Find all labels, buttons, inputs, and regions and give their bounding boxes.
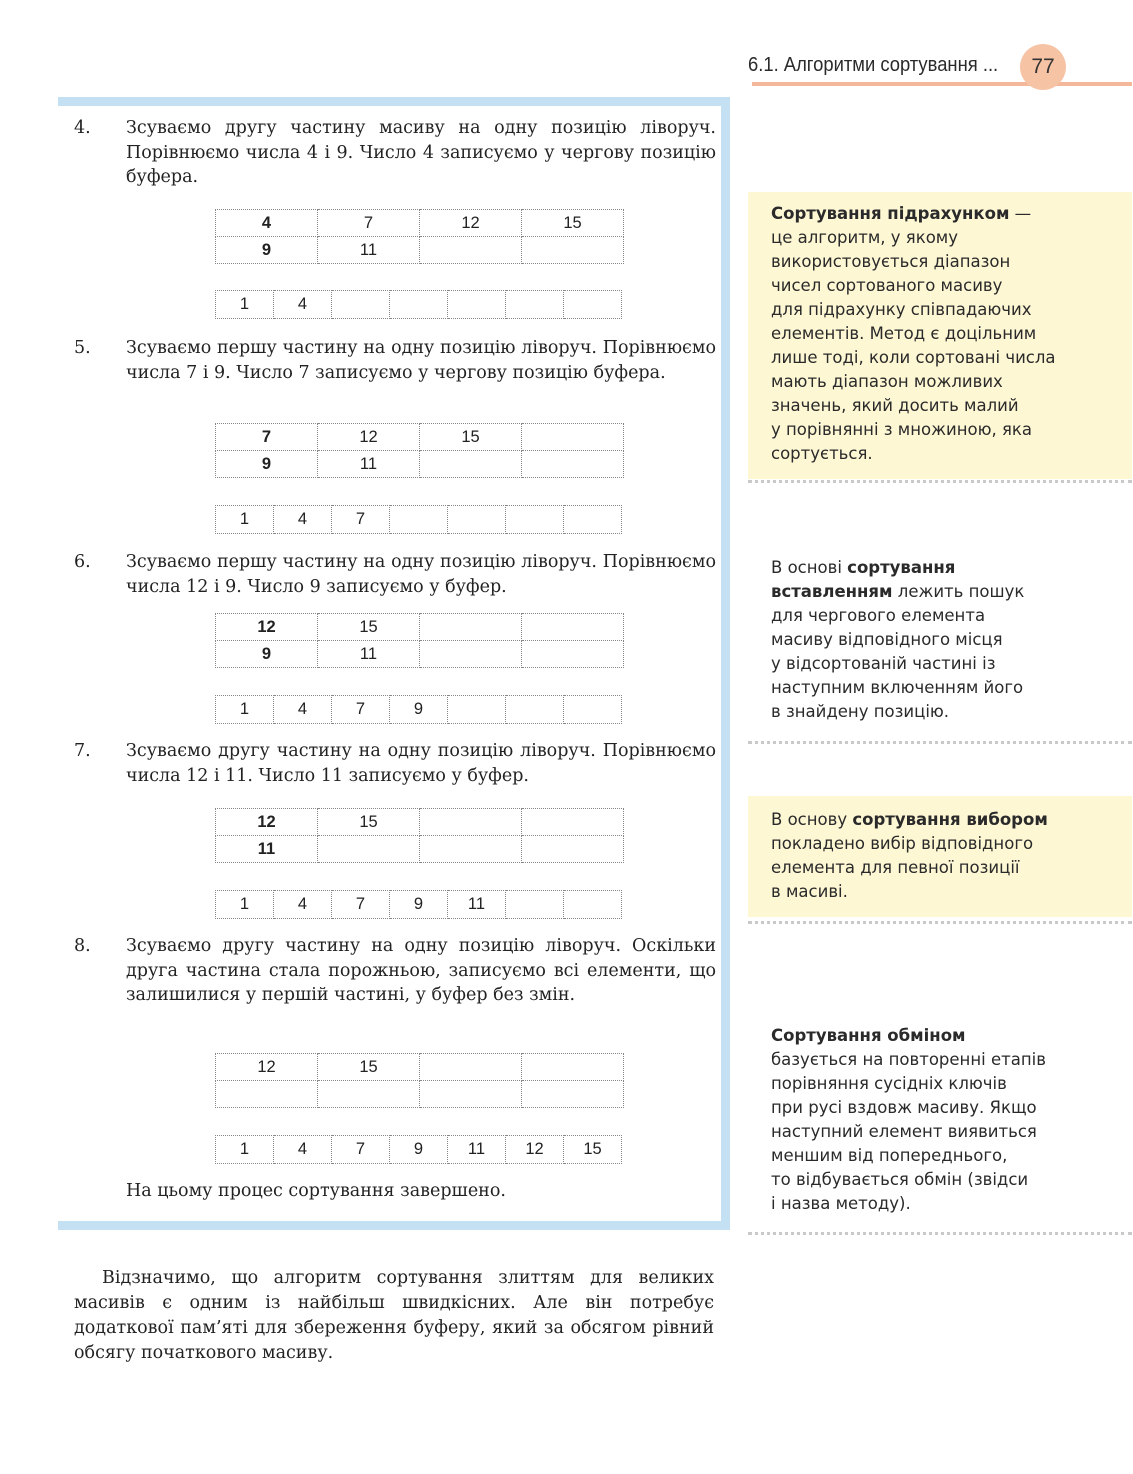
buffer-cell: 7 [332, 1136, 390, 1164]
section-title: 6.1. Алгоритми сортування ... [748, 54, 999, 76]
table-cell [420, 641, 522, 668]
buffer-cell: 1 [216, 291, 274, 319]
array-parts-table [215, 613, 624, 668]
definition-line: покладено вибір відповідного [771, 834, 1034, 853]
definition-line: мають діапазон можливих [771, 372, 1003, 391]
definition-line: у порівнянні з множиною, яка [771, 420, 1032, 439]
header-underline [752, 82, 1132, 86]
table-row [216, 451, 624, 478]
buffer-cell [390, 506, 448, 534]
buffer-cell: 9 [390, 1136, 448, 1164]
table-cell [420, 1081, 522, 1108]
dotted-separator [748, 921, 1132, 924]
dotted-separator [748, 741, 1132, 744]
definition-line: В основі сортування [771, 558, 956, 577]
step-text: Зсуваємо першу частину на одну позицію ліворуч. Порівнюємо числа 12 і 9. Число 9 записуємо у буфер. [126, 552, 716, 597]
definition-line: вставленням лежить пошук [771, 582, 1025, 601]
step-number: 6. [74, 552, 91, 572]
buffer-cell: 12 [506, 1136, 564, 1164]
buffer-cell: 7 [332, 696, 390, 724]
step-number: 5. [74, 338, 91, 358]
table-cell [522, 424, 624, 451]
buffer-cell: 7 [332, 506, 390, 534]
array-parts-table [215, 808, 624, 863]
table-cell: 7 [216, 424, 318, 451]
buffer-cell [506, 696, 564, 724]
definition-line: елемента для певної позиції [771, 858, 1020, 877]
buffer-table [215, 890, 622, 919]
buffer-table [215, 505, 622, 534]
sidebar-definition-box [748, 546, 1132, 736]
buffer-cell [506, 891, 564, 919]
definition-line: сортується. [771, 444, 873, 463]
table-row [216, 614, 624, 641]
table-cell [420, 614, 522, 641]
definition-line: порівняння сусідніх ключів [771, 1074, 1007, 1093]
table-cell: 9 [216, 451, 318, 478]
definition-line: наступним включенням його [771, 678, 1024, 697]
table-row [216, 696, 622, 724]
buffer-cell [506, 291, 564, 319]
definition-line: меншим від попереднього, [771, 1146, 1008, 1165]
final-text: На цьому процес сортування завершено. [126, 1181, 506, 1201]
table-cell: 12 [216, 614, 318, 641]
buffer-cell: 11 [448, 1136, 506, 1164]
buffer-table [215, 290, 622, 319]
table-cell: 11 [318, 237, 420, 264]
dotted-separator [748, 480, 1132, 483]
buffer-cell: 4 [274, 696, 332, 724]
buffer-cell [390, 291, 448, 319]
table-row [216, 237, 624, 264]
buffer-cell [564, 506, 622, 534]
buffer-cell: 9 [390, 696, 448, 724]
buffer-cell [564, 696, 622, 724]
table-cell [420, 237, 522, 264]
step-number: 8. [74, 936, 91, 956]
table-cell [522, 1054, 624, 1081]
table-row [216, 891, 622, 919]
buffer-cell [448, 506, 506, 534]
table-row [216, 1081, 624, 1108]
array-parts-table [215, 1053, 624, 1108]
buffer-cell: 4 [274, 506, 332, 534]
table-row [216, 836, 624, 863]
table-row [216, 424, 624, 451]
definition-line: в знайдену позицію. [771, 702, 950, 721]
buffer-table [215, 1135, 622, 1164]
buffer-cell [564, 291, 622, 319]
definition-line: значень, який досить малий [771, 396, 1019, 415]
buffer-cell: 9 [390, 891, 448, 919]
step-text: Зсуваємо другу частину масиву на одну позицію ліворуч. Порівнюємо числа 4 і 9. Число 4 записуємо у чергову позицію буфера. [126, 118, 716, 187]
table-cell: 7 [318, 210, 420, 237]
table-cell: 11 [318, 641, 420, 668]
array-parts-table [215, 209, 624, 264]
sidebar-definition-box [748, 192, 1132, 479]
definition-line: базується на повторенні етапів [771, 1050, 1046, 1069]
sidebar-definition-box [748, 1014, 1132, 1229]
table-cell: 12 [216, 809, 318, 836]
table-cell: 15 [318, 614, 420, 641]
table-row [216, 1136, 622, 1164]
buffer-table [215, 695, 622, 724]
table-cell [318, 1081, 420, 1108]
table-cell [522, 809, 624, 836]
buffer-cell [332, 291, 390, 319]
dotted-separator [748, 1232, 1132, 1235]
definition-line: у відсортованій частині із [771, 654, 996, 673]
table-cell: 9 [216, 237, 318, 264]
buffer-cell: 1 [216, 1136, 274, 1164]
table-cell [420, 1054, 522, 1081]
table-cell: 15 [318, 1054, 420, 1081]
table-row [216, 210, 624, 237]
definition-line: Сортування обміном [771, 1026, 966, 1045]
definition-line: для чергового елемента [771, 606, 986, 625]
table-cell: 11 [216, 836, 318, 863]
table-row [216, 291, 622, 319]
table-cell [522, 451, 624, 478]
note-paragraph: Відзначимо, що алгоритм сортування злиттям для великих масивів є одним із найбільш швидкісних. Але він потребує додаткової пам’яті для збереження буферу, який за обсягом рівний обсягу початкового масиву. [74, 1268, 714, 1363]
definition-line: це алгоритм, у якому [771, 228, 959, 247]
table-cell [420, 451, 522, 478]
step-text: Зсуваємо другу частину на одну позицію ліворуч. Порівнюємо числа 12 і 11. Число 11 записуємо у буфер. [126, 741, 716, 786]
definition-line: елементів. Метод є доцільним [771, 324, 1037, 343]
buffer-cell: 4 [274, 291, 332, 319]
step-text: Зсуваємо другу частину на одну позицію ліворуч. Оскільки друга частина стала порожньою, записуємо всі елементи, що залишилися у першій частині, у буфер без змін. [126, 936, 716, 1005]
table-cell: 4 [216, 210, 318, 237]
buffer-cell: 1 [216, 506, 274, 534]
table-cell [522, 237, 624, 264]
sidebar-definition-box [748, 796, 1132, 917]
table-cell [216, 1081, 318, 1108]
buffer-cell [448, 696, 506, 724]
table-cell: 9 [216, 641, 318, 668]
table-row [216, 1054, 624, 1081]
definition-line: чисел сортованого масиву [771, 276, 1003, 295]
table-cell [522, 836, 624, 863]
table-cell [522, 641, 624, 668]
table-cell [522, 614, 624, 641]
page-number: 77 [1020, 44, 1066, 90]
buffer-cell [564, 891, 622, 919]
definition-line: лише тоді, коли сортовані числа [771, 348, 1056, 367]
definition-line: використовується діапазон [771, 252, 1011, 271]
definition-line: при русі вздовж масиву. Якщо [771, 1098, 1037, 1117]
definition-line: наступний елемент виявиться [771, 1122, 1037, 1141]
buffer-cell [448, 291, 506, 319]
definition-line: в масиві. [771, 882, 848, 901]
step-text: Зсуваємо першу частину на одну позицію ліворуч. Порівнюємо числа 7 і 9. Число 7 записуємо у чергову позицію буфера. [126, 338, 716, 383]
definition-line: В основу сортування вибором [771, 810, 1048, 829]
table-cell: 15 [420, 424, 522, 451]
array-parts-table [215, 423, 624, 478]
definition-line: Сортування підрахунком — [771, 204, 1032, 223]
definition-line: масиву відповідного місця [771, 630, 1003, 649]
buffer-cell: 4 [274, 1136, 332, 1164]
buffer-cell: 1 [216, 696, 274, 724]
definition-line: і назва методу). [771, 1194, 911, 1213]
table-cell: 15 [318, 809, 420, 836]
buffer-cell: 4 [274, 891, 332, 919]
definition-line: для підрахунку співпадаючих [771, 300, 1032, 319]
buffer-cell: 7 [332, 891, 390, 919]
buffer-cell [506, 506, 564, 534]
table-cell: 12 [318, 424, 420, 451]
table-cell [420, 809, 522, 836]
step-number: 7. [74, 741, 91, 761]
buffer-cell: 1 [216, 891, 274, 919]
buffer-cell: 11 [448, 891, 506, 919]
buffer-cell: 15 [564, 1136, 622, 1164]
table-cell [420, 836, 522, 863]
table-cell: 12 [216, 1054, 318, 1081]
table-row [216, 809, 624, 836]
definition-line: то відбувається обмін (звідси [771, 1170, 1029, 1189]
table-cell: 12 [420, 210, 522, 237]
step-number: 4. [74, 118, 91, 138]
table-cell: 11 [318, 451, 420, 478]
table-cell [318, 836, 420, 863]
table-cell [522, 1081, 624, 1108]
table-row [216, 506, 622, 534]
table-row [216, 641, 624, 668]
table-cell: 15 [522, 210, 624, 237]
